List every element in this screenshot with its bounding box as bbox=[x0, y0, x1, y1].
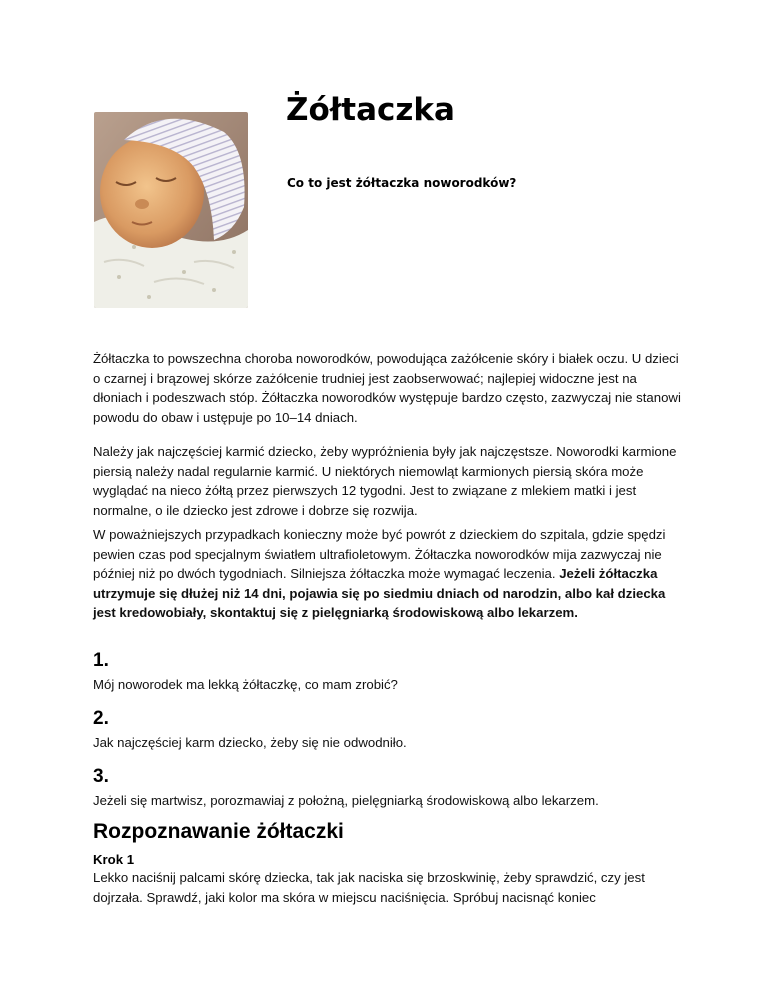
newborn-baby-photo bbox=[94, 112, 248, 308]
item-number: 2. bbox=[93, 708, 109, 729]
paragraph-warning: Jeżeli żółtaczka utrzymuje się dłużej niż 14 dni, pojawia się po siedmiu dniach od narodzin, albo kał dziecka jest kredowobiały, skontaktuj się z pielęgniarką środowiskową albo lekarzem. bbox=[93, 566, 666, 620]
item-text: Jeżeli się martwisz, porozmawiaj z położną, pielęgniarką środowiskową albo lekarzem. bbox=[93, 793, 599, 808]
item-number: 1. bbox=[93, 650, 109, 671]
paragraph-severe-text: W poważniejszych przypadkach konieczny może być powrót z dzieckiem do szpitala, gdzie spędzi pewien czas pod specjalnym światłem ultrafioletowym. Żółtaczka noworodków mija zazwyczaj nie później niż po dwóch tygodniach. Silniejsza żółtaczka może wymagać leczenia. bbox=[93, 527, 666, 581]
section-heading: Rozpoznawanie żółtaczki bbox=[93, 820, 344, 843]
item-number: 3. bbox=[93, 766, 109, 787]
paragraph-feeding: Należy jak najczęściej karmić dziecko, żeby wypróżnienia były jak najczęstsze. Noworodki karmione piersią należy nadal regularnie karmić. U niektórych niemowląt karmionych piersią skóra może wyglądać na nieco żółtą przez pierwszych 12 tygodni. Jest to związane z mlekiem matki i jest normalne, o ile dziecko jest zdrowe i dobrze się rozwija. bbox=[93, 444, 677, 518]
paragraph-intro: Żółtaczka to powszechna choroba noworodków, powodująca zażółcenie skóry i białek oczu. U dzieci o czarnej i brązowej skórze zażółcenie trudniej jest zaobserwować; najlepiej widoczne jest na dłoniach i podeszwach stóp. Żółtaczka noworodków występuje bardzo często, zazwyczaj nie stanowi powodu do obaw i ustępuje po 10–14 dniach. bbox=[93, 351, 681, 425]
baby-illustration bbox=[94, 112, 248, 308]
page-title: Żółtaczka bbox=[286, 92, 455, 128]
page-subtitle: Co to jest żółtaczka noworodków? bbox=[287, 176, 517, 190]
item-text: Jak najczęściej karm dziecko, żeby się nie odwodniło. bbox=[93, 735, 407, 750]
step-text: Lekko naciśnij palcami skórę dziecka, tak jak naciska się brzoskwinię, żeby sprawdzić, czy jest dojrzała. Sprawdź, jaki kolor ma skóra w miejscu naciśnięcia. Spróbuj nacisnąć koniec bbox=[93, 870, 645, 905]
item-text: Mój noworodek ma lekką żółtaczkę, co mam zrobić? bbox=[93, 677, 398, 692]
step-label: Krok 1 bbox=[93, 852, 135, 867]
paragraph-severe-cases bbox=[93, 525, 683, 623]
